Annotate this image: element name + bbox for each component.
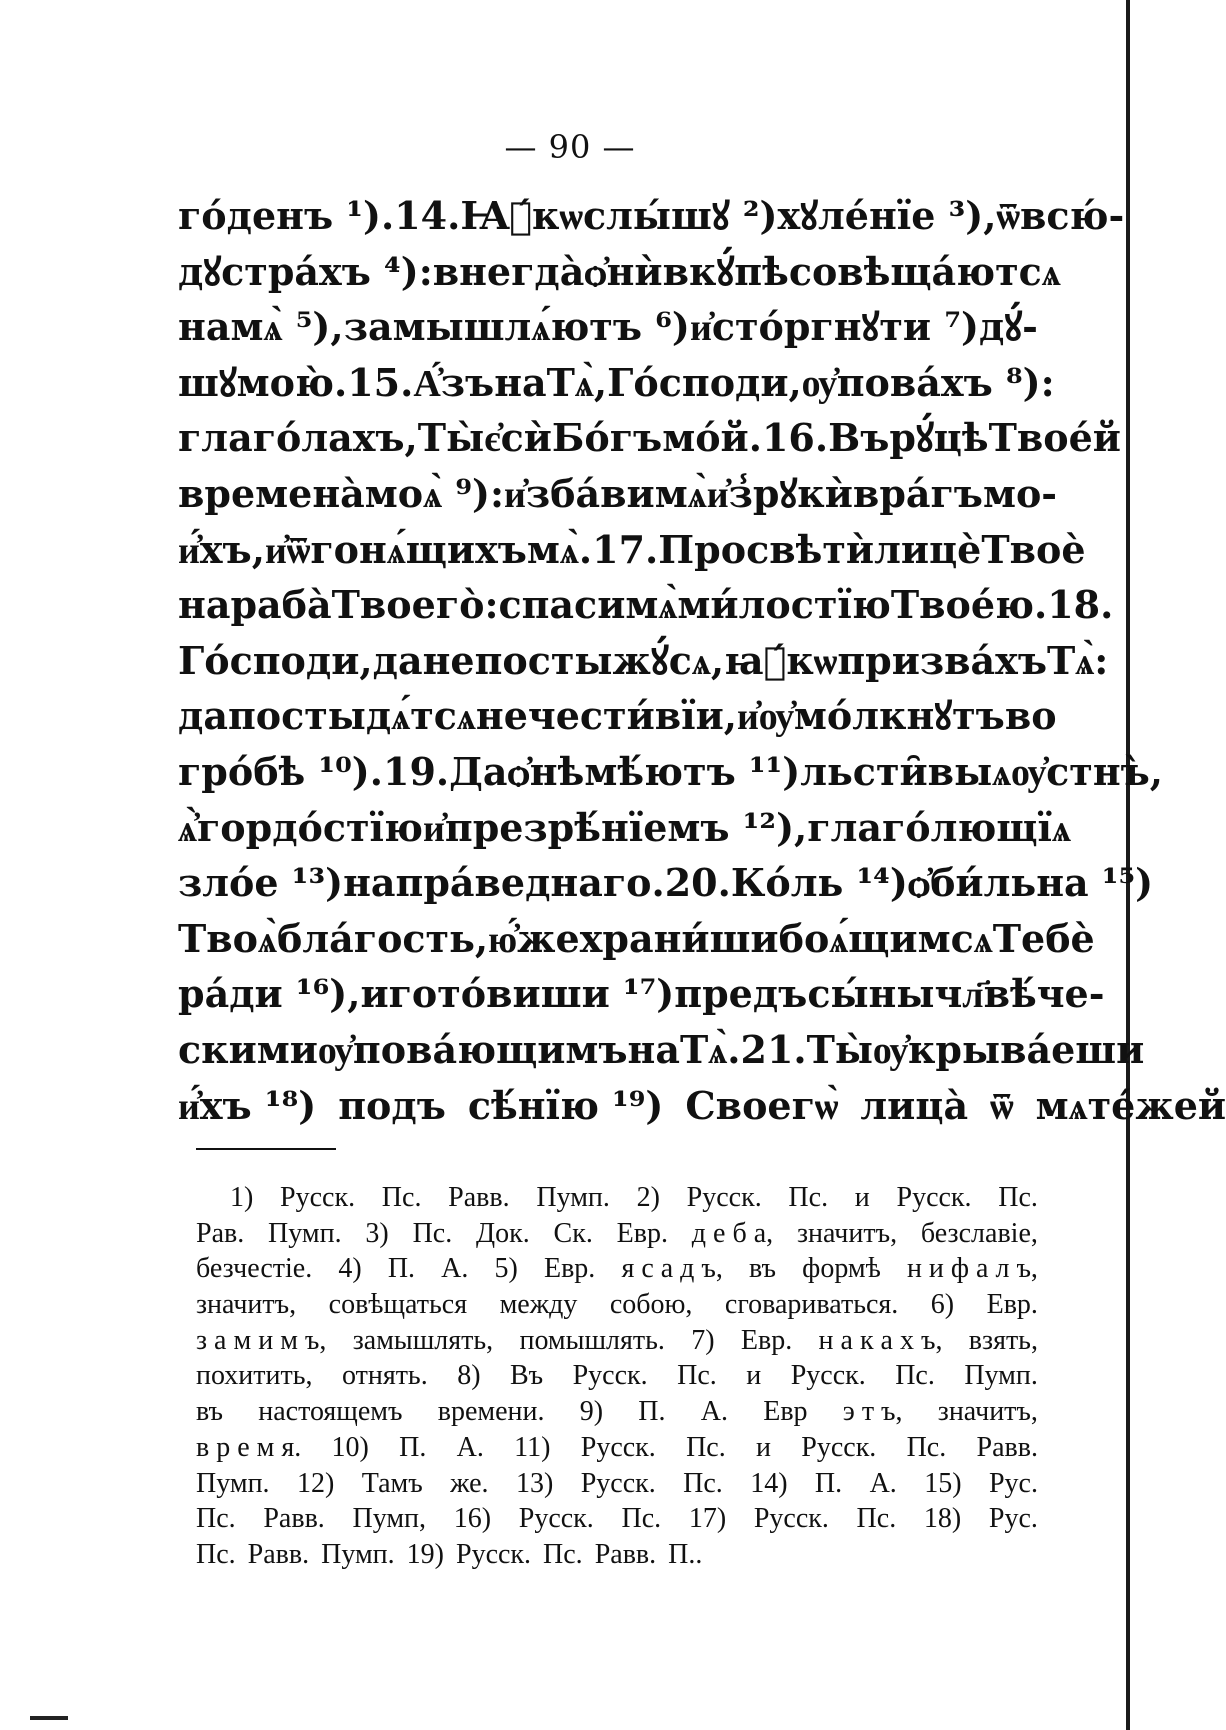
- word: 5): [494, 1253, 518, 1285]
- word: 15.: [347, 359, 414, 405]
- word: я с а д ъ,: [621, 1253, 723, 1285]
- word: постыдѧ́тсѧ: [227, 693, 476, 739]
- word: собою,: [609, 1289, 693, 1321]
- word: Равв.: [263, 1503, 325, 1535]
- word: лица̀: [860, 1082, 969, 1128]
- word: безславіе,: [920, 1217, 1038, 1249]
- word: го́денъ ¹).: [178, 193, 395, 238]
- footnote-line: [196, 1323, 1038, 1359]
- word: ѻ҆нѣмѣ́ютъ ¹¹): [507, 748, 801, 794]
- word: значитъ,: [796, 1217, 898, 1249]
- word: 18.: [1047, 582, 1114, 628]
- word: спаси: [498, 582, 626, 628]
- word: сы́ны: [807, 971, 935, 1017]
- word: в р е м я.: [196, 1431, 302, 1463]
- word: въ: [749, 1253, 777, 1285]
- word: ѻ҆би́льна ¹⁵): [907, 860, 1154, 906]
- word: рꙋкѝ: [752, 470, 853, 516]
- word: 10): [331, 1431, 369, 1463]
- word: времени.: [437, 1396, 545, 1428]
- word: да: [372, 637, 423, 683]
- word: Пс.: [686, 1431, 726, 1463]
- word: Евр.: [986, 1289, 1038, 1321]
- text-line: [178, 522, 1086, 578]
- word: внегда̀: [432, 248, 585, 294]
- word: ѹ҆мо́лкнꙋтъ: [758, 693, 1005, 739]
- main-text-block: [178, 188, 1226, 1133]
- word: Пумп,: [352, 1503, 427, 1535]
- word: лицѐ: [874, 526, 982, 572]
- word: 17.: [592, 526, 659, 572]
- footnote-line: [196, 1501, 1038, 1537]
- word: безчестіе.: [196, 1253, 313, 1285]
- word: и: [756, 1431, 771, 1463]
- word: ю҆́же: [488, 915, 580, 961]
- word: слы́шꙋ ²): [582, 193, 778, 238]
- word: Евр: [763, 1396, 808, 1428]
- word: Русск.: [518, 1503, 594, 1535]
- word: 15): [924, 1467, 962, 1499]
- text-line: [178, 1022, 1145, 1078]
- word: же.: [450, 1467, 489, 1499]
- word: Да: [449, 748, 508, 794]
- text-line: [178, 966, 1105, 1022]
- word: Пумп.: [964, 1360, 1038, 1392]
- footnote-line: [196, 1394, 1038, 1430]
- word: Ты̀: [806, 1026, 873, 1072]
- text-line: [178, 466, 1058, 522]
- word: времена̀: [178, 470, 365, 516]
- word: совѣща́ютсѧ: [788, 248, 1061, 294]
- word: Русск.: [896, 1182, 972, 1213]
- footnote-line: [196, 1180, 1038, 1216]
- word: А.: [456, 1431, 484, 1463]
- word: 6): [930, 1289, 955, 1321]
- word: Евр.: [543, 1253, 596, 1285]
- word: Русск.: [753, 1503, 829, 1535]
- word: Тѧ̀:: [1046, 637, 1109, 683]
- text-line: [178, 244, 1061, 300]
- word: и: [854, 1182, 870, 1213]
- word: Равв.: [247, 1538, 310, 1570]
- word: мою̀.: [236, 359, 348, 405]
- word: Пс.: [998, 1182, 1038, 1213]
- word: ѹ҆крыва́еши: [873, 1026, 1145, 1072]
- word: и҆зба́ви: [504, 470, 655, 516]
- word: є҆сѝ: [484, 415, 552, 461]
- word: презрѣ́нїемъ ¹²),: [444, 804, 808, 850]
- word: д е б а,: [691, 1217, 774, 1249]
- text-line: [178, 410, 1121, 466]
- word: Равв.: [976, 1431, 1038, 1463]
- word: 4): [338, 1253, 362, 1285]
- word: Русск.: [686, 1182, 762, 1213]
- word: Док.: [476, 1217, 530, 1249]
- word: дꙋ: [178, 248, 222, 294]
- footnote-line: [196, 1466, 1038, 1502]
- word: мѧте́жей: [1035, 1082, 1226, 1128]
- word: взять,: [968, 1324, 1038, 1356]
- word: Русск.: [456, 1538, 532, 1570]
- word: мо́й.: [662, 415, 762, 461]
- word: и: [746, 1360, 762, 1392]
- word: ми́лостїю: [677, 582, 891, 628]
- word: н а к а х ъ,: [818, 1324, 943, 1356]
- word: 7): [691, 1324, 715, 1356]
- word: и҆: [422, 804, 445, 850]
- word: хꙋле́нїе ³),: [777, 193, 997, 238]
- word: на: [494, 359, 547, 405]
- word: Го́споди,: [607, 359, 802, 405]
- word: 21.: [740, 1026, 807, 1072]
- word: П.: [387, 1253, 416, 1285]
- word: боѧ́щимсѧ: [778, 915, 993, 961]
- word: А.: [869, 1467, 897, 1499]
- word: похитить,: [196, 1360, 313, 1392]
- word: значитъ,: [937, 1396, 1038, 1428]
- word: ѧ҆̀: [178, 804, 197, 850]
- word: Въ: [509, 1360, 544, 1392]
- word: А҆́зъ: [413, 359, 495, 405]
- word: Рус.: [988, 1503, 1038, 1535]
- word: ѿвсю́-: [996, 193, 1125, 238]
- word: и҆: [737, 693, 759, 739]
- word: настоящемъ: [258, 1396, 403, 1428]
- word: 19.: [383, 748, 450, 794]
- word: ꙗ҆́кѡ: [724, 637, 838, 683]
- footnote-line: [196, 1537, 1038, 1573]
- word: Пумп.: [268, 1217, 342, 1249]
- word: Просвѣтѝ: [658, 526, 875, 572]
- word: льсти̑выѧ: [800, 748, 1012, 794]
- word: пра́веднаго.: [395, 860, 665, 906]
- word: 3): [365, 1217, 389, 1249]
- word: ѹ҆пова́ющимъ: [317, 1026, 628, 1072]
- word: дꙋ́-: [979, 304, 1038, 350]
- word: сговариваться.: [724, 1289, 899, 1321]
- footnote-line: [196, 1430, 1038, 1466]
- word: ра́ди ¹⁶),: [178, 971, 361, 1017]
- footnote-line: [196, 1358, 1038, 1394]
- word: мѧ̀: [625, 582, 678, 628]
- word: Своегѡ̀: [685, 1082, 839, 1128]
- word: 14): [750, 1467, 788, 1499]
- word: и҆: [264, 526, 287, 572]
- word: на: [343, 860, 396, 906]
- text-line: [178, 188, 1125, 244]
- word: нечести́вїи,: [475, 693, 738, 739]
- word: на: [178, 304, 231, 350]
- footnote-separator: [196, 1148, 336, 1150]
- word: Рус.: [988, 1467, 1038, 1499]
- word: Твое́ю.: [890, 582, 1048, 628]
- page-number: — 90 —: [504, 128, 636, 166]
- word: чл҃вѣ́че-: [934, 971, 1105, 1017]
- word: 18): [923, 1503, 962, 1535]
- word: А.: [441, 1253, 469, 1285]
- word: между: [499, 1289, 578, 1321]
- footnotes-block: [196, 1180, 1038, 1573]
- word: 16.: [761, 415, 829, 461]
- word: Тѧ̀.: [679, 1026, 741, 1072]
- word: гонѧ́щихъ: [310, 526, 527, 572]
- word: замышлѧ́ютъ ⁶): [343, 304, 690, 350]
- word: Пс.: [412, 1217, 453, 1249]
- word: Бо́гъ: [551, 415, 663, 461]
- text-line: [178, 1078, 1226, 1134]
- word: 2): [636, 1182, 660, 1213]
- word: раба̀: [230, 582, 332, 628]
- word: предъ: [674, 971, 808, 1017]
- word: и: [360, 971, 389, 1017]
- word: А.: [700, 1396, 728, 1428]
- word: совѣщаться: [328, 1289, 468, 1321]
- word: Евр.: [616, 1217, 668, 1249]
- word: ѿ: [990, 1082, 1014, 1128]
- word: Пс.: [856, 1503, 897, 1535]
- word: отнять.: [341, 1360, 428, 1392]
- word: Рав.: [196, 1217, 245, 1249]
- word: Пс.: [543, 1538, 583, 1570]
- word: мѧ̀: [654, 470, 707, 516]
- word: Пс.: [683, 1467, 723, 1499]
- word: 8): [457, 1360, 481, 1392]
- word: стра́хъ ⁴):: [221, 248, 433, 294]
- text-line: [178, 800, 1071, 856]
- word: Тѧ̀,: [546, 359, 608, 405]
- word: во: [1004, 693, 1057, 739]
- word: гро́бѣ ¹⁰).: [178, 748, 383, 794]
- word: Пс.: [788, 1182, 829, 1213]
- word: и҆́хъ ¹⁸): [178, 1082, 317, 1128]
- word: н и ф а л ъ,: [906, 1253, 1038, 1285]
- word: Тебѐ: [992, 915, 1095, 961]
- word: 17): [688, 1503, 727, 1535]
- footnote-line: [196, 1216, 1038, 1252]
- word: 19): [406, 1538, 444, 1570]
- word: 11): [514, 1431, 551, 1463]
- word: рꙋ́цѣ: [889, 415, 989, 461]
- word: скими: [178, 1026, 318, 1072]
- word: мѧ̀ ⁵),: [230, 304, 344, 350]
- word: 14.: [394, 193, 461, 238]
- margin-mark: [30, 1716, 68, 1720]
- word: и҆з̾: [706, 470, 753, 516]
- footnote-line: [196, 1251, 1038, 1287]
- word: на: [627, 1026, 680, 1072]
- text-line: [178, 911, 1095, 967]
- word: Пс.: [381, 1182, 422, 1213]
- word: П..: [668, 1538, 703, 1570]
- text-line: [178, 688, 1057, 744]
- word: Пумп.: [321, 1538, 395, 1570]
- word: э т ъ,: [842, 1396, 903, 1428]
- word: вра́гъ: [852, 470, 983, 516]
- word: Твое́й: [988, 415, 1121, 461]
- word: гото́виши ¹⁷): [388, 971, 675, 1017]
- word: Тамъ: [361, 1467, 423, 1499]
- word: Равв.: [448, 1182, 510, 1213]
- word: не: [422, 637, 475, 683]
- word: мо-: [982, 470, 1058, 516]
- text-line: [178, 355, 1055, 411]
- word: ѹ҆стнъ̀,: [1011, 748, 1164, 794]
- word: храни́ши: [579, 915, 779, 961]
- word: 16): [453, 1503, 492, 1535]
- word: и҆сто́ргнꙋти ⁷): [689, 304, 979, 350]
- word: Ты̀: [417, 415, 485, 461]
- word: Пс.: [906, 1431, 947, 1463]
- word: Ꙗ҆́кѡ: [460, 193, 583, 238]
- word: Пс.: [621, 1503, 662, 1535]
- word: Твоѐ: [981, 526, 1086, 572]
- word: Пс.: [196, 1503, 236, 1535]
- word: Пс.: [196, 1538, 236, 1570]
- word: Русск.: [280, 1182, 356, 1213]
- text-line: [178, 299, 1038, 355]
- word: Равв.: [594, 1538, 657, 1570]
- word: мѧ̀.: [526, 526, 593, 572]
- word: зло́е ¹³): [178, 860, 344, 906]
- word: Твоего̀:: [331, 582, 499, 628]
- word: да: [178, 693, 228, 739]
- word: Русск.: [572, 1360, 648, 1392]
- word: Русск.: [801, 1431, 877, 1463]
- word: Евр.: [740, 1324, 793, 1356]
- word: 1): [230, 1182, 254, 1213]
- word: 13): [515, 1467, 554, 1499]
- word: 20.: [664, 860, 731, 906]
- word: помышлять.: [519, 1324, 665, 1356]
- word: Русск.: [790, 1360, 866, 1392]
- word: Русск.: [580, 1431, 656, 1463]
- word: на: [178, 582, 231, 628]
- word: призва́хъ: [837, 637, 1047, 683]
- word: сѣ́нїю ¹⁹): [467, 1082, 664, 1128]
- text-line: [178, 577, 1114, 633]
- text-line: [178, 855, 1154, 911]
- word: ѹ҆пова́хъ ⁸):: [801, 359, 1055, 405]
- word: Пумп.: [196, 1467, 270, 1499]
- word: шꙋ: [178, 359, 237, 405]
- text-line: [178, 633, 1109, 689]
- word: Ск.: [553, 1217, 593, 1249]
- word: замышлять,: [352, 1324, 494, 1356]
- word: моѧ̀ ⁹):: [364, 470, 505, 516]
- word: значитъ,: [196, 1289, 297, 1321]
- word: ѻ҆нѝ: [584, 248, 663, 294]
- word: з а м и м ъ,: [196, 1324, 327, 1356]
- word: Въ: [828, 415, 890, 461]
- text-line: [178, 744, 1164, 800]
- footnote-line: [196, 1287, 1038, 1323]
- word: глаго́лахъ,: [178, 415, 418, 461]
- word: 12): [296, 1467, 335, 1499]
- word: Пс.: [677, 1360, 717, 1392]
- word: П.: [814, 1467, 843, 1499]
- word: ѿ: [286, 526, 311, 572]
- word: глаго́лющїѧ: [807, 804, 1071, 850]
- word: въ: [196, 1396, 224, 1428]
- word: подъ: [338, 1082, 446, 1128]
- word: гордо́стїю: [197, 804, 423, 850]
- word: Пс.: [895, 1360, 935, 1392]
- word: вкꙋ́пѣ: [662, 248, 789, 294]
- word: постыжꙋ́сѧ,: [474, 637, 725, 683]
- word: Твоѧ̀: [178, 915, 278, 961]
- word: Пумп.: [536, 1182, 610, 1213]
- word: и҆́хъ,: [178, 526, 265, 572]
- word: П.: [399, 1431, 427, 1463]
- word: формѣ: [802, 1253, 881, 1285]
- word: 9): [579, 1396, 604, 1428]
- word: Ко́ль ¹⁴): [730, 860, 908, 906]
- word: Русск.: [580, 1467, 656, 1499]
- word: Го́споди,: [178, 637, 373, 683]
- word: П.: [638, 1396, 666, 1428]
- word: бла́гость,: [277, 915, 489, 961]
